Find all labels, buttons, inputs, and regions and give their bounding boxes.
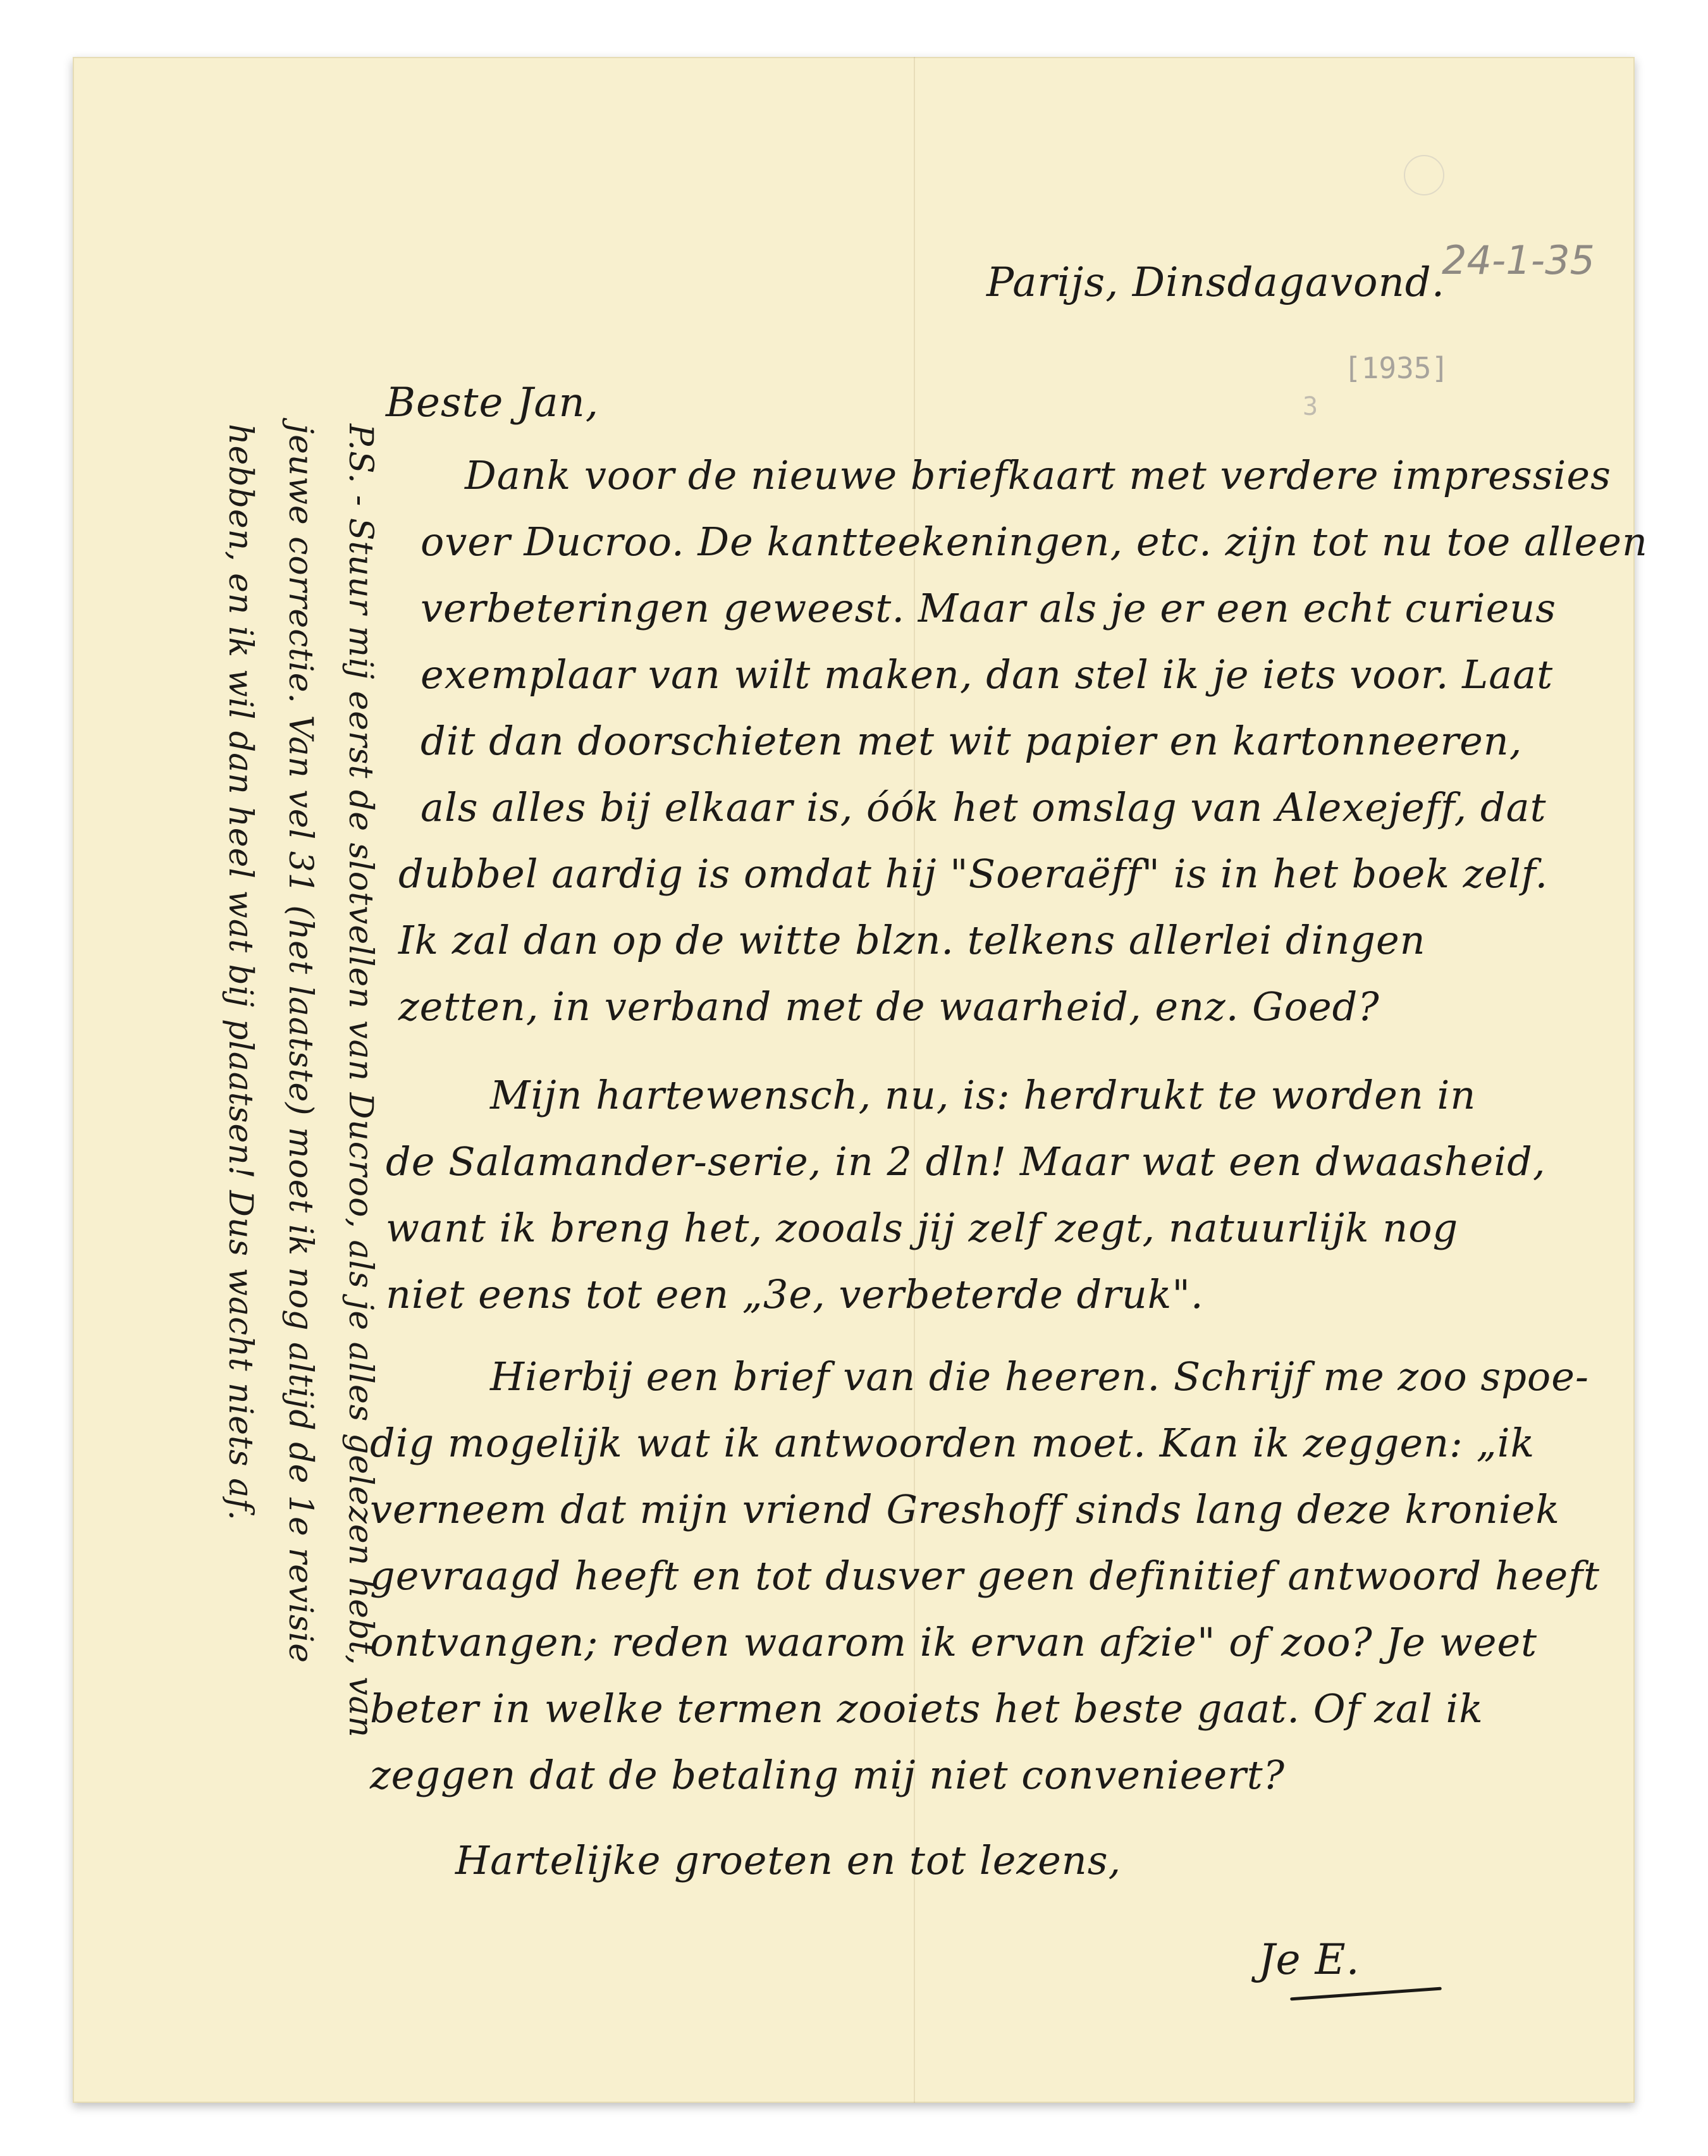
body-line: Hierbij een brief van die heeren. Schrijf me zoo spoe- — [490, 1353, 1589, 1400]
body-line: Dank voor de nieuwe briefkaart met verdere impressies — [465, 452, 1611, 498]
postscript-line: P.S. - Stuur mij eerst de slotvellen van Ducroo, als je alles gelezen hebt, van — [341, 424, 379, 1739]
closing: Hartelijke groeten en tot lezens, — [455, 1837, 1122, 1883]
body-line: verbeteringen geweest. Maar als je er een echt curieus — [421, 585, 1557, 631]
pencil-date: 24-1-35 — [1442, 237, 1595, 283]
body-line: exemplaar van wilt maken, dan stel ik je iets voor. Laat — [421, 651, 1554, 698]
body-line: dit dan doorschieten met wit papier en kartonneeren, — [421, 718, 1523, 764]
postscript-line: jeuwe correctie. Van vel 31 (het laatste) moet ik nog altijd de 1e revisie — [281, 424, 319, 1663]
body-line: Mijn hartewensch, nu, is: herdrukt te worden in — [490, 1072, 1477, 1118]
body-line: de Salamander-serie, in 2 dln! Maar wat een dwaasheid, — [386, 1138, 1546, 1185]
body-line: want ik breng het, zooals jij zelf zegt, natuurlijk nog — [386, 1205, 1459, 1251]
dateline: Parijs, Dinsdagavond. — [986, 259, 1446, 306]
body-line: verneem dat mijn vriend Greshoff sinds lang deze kroniek — [370, 1486, 1560, 1532]
greeting: Beste Jan, — [386, 379, 599, 426]
body-line: over Ducroo. De kantteekeningen, etc. zijn tot nu toe alleen — [421, 519, 1648, 565]
signature: Je E. — [1258, 1935, 1360, 1984]
body-line: gevraagd heeft en tot dusver geen definitief antwoord heeft — [370, 1553, 1600, 1599]
postscript-line: hebben, en ik wil dan heel wat bij plaatsen! Dus wacht niets af. — [221, 424, 259, 1522]
body-line: als alles bij elkaar is, óók het omslag van Alexejeff, dat — [421, 784, 1547, 830]
body-line: zetten, in verband met de waarheid, enz. Goed? — [398, 983, 1380, 1030]
body-line: Ik zal dan op de witte blzn. telkens allerlei dingen — [398, 917, 1426, 963]
body-line: ontvangen; reden waarom ik ervan afzie" of zoo? Je weet — [370, 1619, 1538, 1665]
body-line: beter in welke termen zooiets het beste gaat. Of zal ik — [370, 1685, 1484, 1732]
body-line: zeggen dat de betaling mij niet convenieert? — [370, 1752, 1285, 1798]
faint-stamp-mark — [1404, 155, 1444, 195]
archive-stamp: [1935] — [1344, 351, 1449, 385]
body-line: dubbel aardig is omdat hij "Soeraëff" is in het boek zelf. — [398, 851, 1549, 897]
body-line: dig mogelijk wat ik antwoorden moet. Kan ik zeggen: „ik — [370, 1420, 1535, 1466]
archive-stamp-secondary: 3 — [1303, 392, 1318, 421]
body-line: niet eens tot een „3e, verbeterde druk". — [386, 1271, 1204, 1317]
